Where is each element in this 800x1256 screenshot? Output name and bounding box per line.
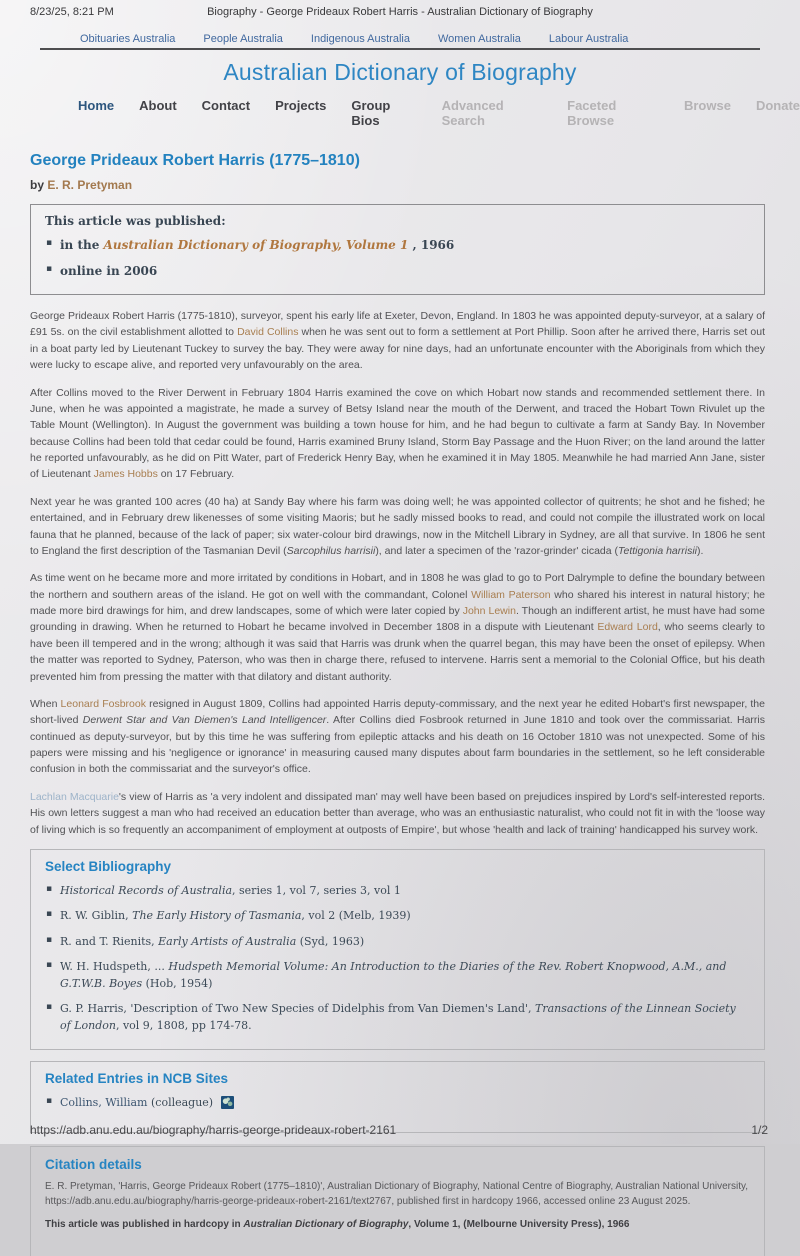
inline-link[interactable]: David Collins — [237, 326, 299, 339]
menu-item-group-bios[interactable]: Group Bios — [351, 98, 391, 128]
text-segment: As time went on he became more and more irritated by conditions in Hobart, and in 1808 he was glad to go to Port Dalrymple to define the boundary between the northern and southern areas of the island. He got on well with the commandant, Colonel — [30, 572, 765, 601]
text-segment: Derwent Star and Van Diemen's Land Intelligencer — [82, 714, 327, 727]
bibliography-item — [45, 959, 750, 992]
text-segment: ), and later a specimen of the 'razor-grinder' cicada ( — [375, 544, 619, 557]
text-segment: The Early History of Tasmania — [132, 909, 302, 923]
text-segment: , series 1, vol 7, series 3, vol 1 — [232, 883, 401, 897]
inline-link[interactable]: Leonard Fosbrook — [60, 697, 146, 710]
published-list — [45, 238, 750, 278]
text-segment: Historical Records of Australia — [60, 883, 233, 897]
published-heading: This article was published: — [45, 214, 226, 228]
inline-link[interactable]: John Lewin — [462, 605, 516, 617]
inline-link[interactable]: William Paterson — [471, 588, 551, 601]
nav-link-obituaries-australia[interactable]: Obituaries Australia — [80, 33, 176, 45]
text-segment: . Though an indifferent artist, he must have had some grounding in drawing. When he returned to Hobart he became involved in December 1808 in a dispute with Lieutenant — [30, 605, 766, 634]
site-title[interactable]: Australian Dictionary of Biography — [223, 59, 577, 85]
people-australia-site-icon[interactable] — [221, 1096, 234, 1109]
biography-text — [30, 308, 765, 838]
inline-link[interactable]: James Hobbs — [93, 468, 158, 481]
menu-item-faceted-browse: Faceted Browse — [567, 98, 617, 128]
related-entry — [45, 1095, 750, 1112]
bibliography-heading: Select Bibliography — [45, 858, 172, 874]
text-segment: George Prideaux Robert Harris (1775-1810), surveyor, spent his early life at Exeter, Devon, England. In 1803 he was appointed deputy-surveyor, at a salary of £91 5s. on the civil establishment allotted to — [30, 310, 765, 339]
text-segment: Hudspeth Memorial Volume: An Introduction to the Diaries of the Rev. Robert Knopwood, A.M., and G.T.W.B. Boyes — [60, 960, 727, 990]
print-header — [0, 0, 800, 22]
menu-item-advanced-search: Advanced Search — [441, 98, 504, 128]
text-segment: 's view of Harris as 'a very indolent and dissipated man' may well have been based on prejudices inspired by Lord's self-interested reports. His own letters suggest a man who had received an education better than average, who was an enthusiastic naturalist, who could not fit in with the 'loose way of living which is so frequently an accompaniment of employment at outposts of Empire', but whose 'health and lack of training' handicapped his survey work. — [30, 790, 765, 836]
print-footer — [30, 1123, 768, 1137]
print-page-number: 1/2 — [751, 1123, 768, 1137]
related-entries-list — [45, 1095, 750, 1112]
select-bibliography-box — [30, 849, 765, 1051]
nav-link-labour-australia[interactable]: Labour Australia — [548, 33, 629, 45]
text-segment: who shared his interest in natural history; he made more bird drawings for him, and drew landscapes, some of which were later copied by — [30, 588, 765, 617]
text-segment: , 1966 — [408, 238, 455, 252]
text-segment: (colleague) — [147, 1096, 214, 1110]
byline — [30, 178, 765, 192]
text-segment: ). — [697, 544, 704, 557]
paragraph — [30, 570, 765, 685]
related-entry-text[interactable] — [60, 1096, 213, 1109]
text-segment: (Syd, 1963) — [296, 934, 365, 948]
citation-heading: Citation details — [45, 1157, 142, 1173]
text-segment: , who seems clearly to have been ill tempered and in the wrong; although it was said that Harris was drunk when the quarrel began, this may have been the onset of epilepsy. When the matter was reported to Sydney, Paterson, who was then in charge there, refused to intervene. Harris sent a memorial to the Colonial Office, but his death prevented him from pressing the matter with that dilatory and distant authority. — [30, 621, 765, 683]
header-divider — [40, 48, 760, 50]
article-content — [0, 152, 800, 1256]
bibliography-list — [45, 883, 750, 1035]
paragraph — [30, 494, 765, 560]
text-segment: (Hob, 1954) — [142, 976, 213, 990]
bibliography-item — [45, 908, 750, 925]
paragraph — [30, 308, 765, 374]
published-item — [45, 264, 750, 278]
bibliography-item — [45, 934, 750, 951]
text-segment: W. H. Hudspeth, ... — [60, 960, 169, 974]
paragraph — [30, 789, 765, 838]
text-segment: Transactions of the Linnean Society of London — [60, 1002, 736, 1032]
print-footer-url: https://adb.anu.edu.au/biography/harris-george-prideaux-robert-2161 — [30, 1123, 397, 1137]
inline-link[interactable]: Lachlan Macquarie — [30, 790, 119, 803]
text-segment: , vol 2 (Melb, 1939) — [301, 909, 411, 923]
paragraph — [30, 385, 765, 483]
menu-item-browse: Browse — [683, 98, 731, 113]
text-segment: Next year he was granted 100 acres (40 ha) at Sandy Bay where his farm was doing well; he was appointed collector of quitrents; he shot and he fished; he entertained, and in February drew likenesses of some visiting Maoris; but he sadly missed books to read, and could not compile the illustrated work on local fauna that he planned, because of the lack of paper; six water-colour bird drawings, now in the Mitchell Library in Sydney, are all that survive. In 1806 he sent to England the first description of the Tasmanian Devil ( — [30, 495, 765, 557]
text-segment: R. W. Giblin, — [60, 909, 133, 923]
inline-link[interactable]: Edward Lord — [597, 621, 658, 634]
text-segment: , vol 9, 1808, pp 174-78. — [115, 1018, 252, 1032]
text-segment: online in 2006 — [60, 264, 158, 278]
text-segment: . After Collins died Fosbrook returned in June 1810 and took over the commissariat. Harris continued as deputy-surveyor, but by this time he was suffering from epileptic attacks and his death on 16 October 1810 was not unexpected. Some of his papers were missing and his 'negligence or ignorance' in measuring caused many disputes about farm boundaries in the settlement, so he left considerable confusion in both the commissariat and the surveyor's office. — [30, 714, 765, 776]
paragraph — [30, 696, 765, 778]
menu-item-about[interactable]: About — [139, 98, 177, 113]
byline-prefix: by — [30, 178, 48, 192]
text-segment: Australian Dictionary of Biography — [243, 1219, 409, 1231]
citation-details-box — [30, 1146, 765, 1256]
article-title: George Prideaux Robert Harris (1775–1810) — [30, 152, 360, 169]
author-link[interactable]: E. R. Pretyman — [47, 178, 133, 192]
text-segment: This article was published in hardcopy in — [45, 1219, 244, 1231]
text-segment: resigned in August 1809, Collins had appointed Harris deputy-commissary, and the next year he edited Hobart's first newspaper, the short-lived — [30, 697, 765, 727]
menu-item-projects[interactable]: Projects — [275, 98, 327, 113]
citation-hardcopy-note — [45, 1219, 750, 1230]
nav-link-people-australia[interactable]: People Australia — [203, 33, 283, 45]
published-box — [30, 204, 765, 295]
text-segment: R. and T. Rienits, — [60, 934, 159, 948]
text-segment: G. P. Harris, 'Description of Two New Species of Didelphis from Van Diemen's Land', — [60, 1002, 536, 1016]
menu-item-home[interactable]: Home — [78, 98, 115, 113]
nav-link-indigenous-australia[interactable]: Indigenous Australia — [310, 33, 410, 45]
print-document-title: Biography - George Prideaux Robert Harris - Australian Dictionary of Biography — [207, 6, 593, 18]
text-segment: After Collins moved to the River Derwent in February 1804 Harris examined the cove on which Hobart now stands and recommended settlement there. In June, when he was appointed a magistrate, he made a survey of Betsy Island near the mouth of the Derwent, and traced the Hobart Town Rivulet up the Table Mount (Wellington). In August the government was building a town house for him, and he had begun to cultivate a farm at Sandy Bay. In November because Collins had been told that cedar could be found, Harris examined Bruny Island, Storm Bay Passage and the Huon River; on the land around the latter he reported unfavourably, as he did on Pitt Water, part of Frederick Henry Bay, when he examined it in May 1805. Meanwhile he had married Ann Jane, sister of Lieutenant — [30, 386, 765, 481]
sister-sites-nav — [0, 33, 800, 45]
menu-item-donate: Donate — [755, 98, 800, 113]
text-segment: Tettigonia harrisii — [618, 544, 698, 557]
main-menu — [0, 98, 800, 128]
text-segment: on 17 February. — [157, 468, 235, 481]
text-segment: Sarcophilus harrisii — [286, 544, 376, 557]
text-segment: when he was sent out to form a settlement at Port Phillip. Soon after he arrived there, Harris set out in a boat party led by Lieutenant Tuckey to survey the bay. They were away for nine days, had an unfortunate encounter with the Aboriginals from which they were lucky to escape alive, and reported very unfavourably on the area. — [30, 326, 765, 372]
inline-link[interactable]: Collins, William — [60, 1096, 148, 1110]
bibliography-item — [45, 1001, 750, 1034]
text-segment: , Volume 1, (Melbourne University Press), 1966 — [408, 1219, 630, 1231]
related-entries-heading: Related Entries in NCB Sites — [45, 1071, 229, 1087]
text-segment: in the — [60, 238, 104, 252]
text-segment: Early Artists of Australia — [158, 934, 297, 948]
nav-link-women-australia[interactable]: Women Australia — [437, 33, 521, 45]
menu-item-contact[interactable]: Contact — [201, 98, 251, 113]
published-item — [45, 238, 750, 252]
bibliography-item — [45, 883, 750, 900]
print-timestamp: 8/23/25, 8:21 PM — [30, 6, 114, 18]
inline-link[interactable]: Australian Dictionary of Biography, Volume 1 — [103, 238, 409, 252]
text-segment: When — [30, 697, 61, 710]
citation-text: E. R. Pretyman, 'Harris, George Prideaux Robert (1775–1810)', Australian Dictionary of Biography, National Centre of Biography, Australian National University, https://adb.anu.edu.au/biography/harris-george-prideaux-robert-2161/text2767, published first in hardcopy 1966, accessed online 23 August 2025. — [45, 1181, 749, 1208]
